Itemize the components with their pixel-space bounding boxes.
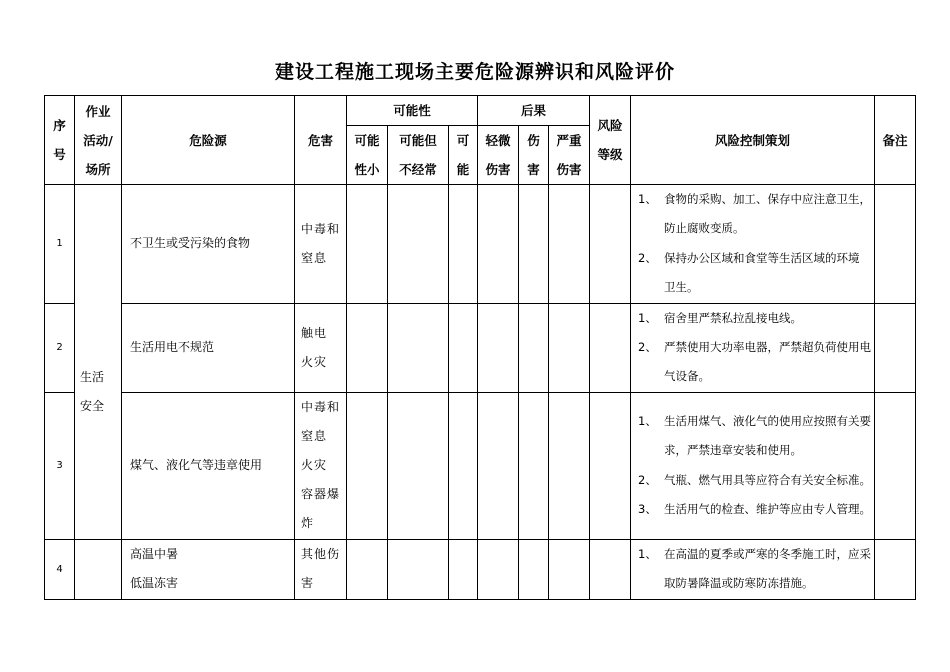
risk-level-cell [590, 185, 631, 304]
consequence-injury-cell [519, 539, 549, 599]
header-possibility: 可能性 [347, 96, 478, 126]
consequence-minor-cell [478, 539, 519, 599]
risk-level-cell [590, 539, 631, 599]
consequence-minor-cell [478, 303, 519, 392]
row-seq: 2 [45, 303, 75, 392]
consequence-severe-cell [549, 392, 590, 539]
table-row [45, 392, 916, 539]
hazard-cell: 生活用电不规范 [122, 303, 295, 392]
consequence-injury-cell [519, 303, 549, 392]
hazard-cell: 不卫生或受污染的食物 [122, 185, 295, 304]
harm-cell: 触电 火灾 [295, 303, 347, 392]
header-activity: 作业 活动/ 场所 [75, 96, 122, 185]
hazard-cell: 高温中暑 低温冻害 [122, 539, 295, 599]
risk-level-cell [590, 392, 631, 539]
header-possibility-rare: 可能但 不经常 [388, 126, 449, 185]
hazard-cell: 煤气、液化气等违章使用 [122, 392, 295, 539]
control-cell: 1、 宿舍里严禁私拉乱接电线。 2、 严禁使用大功率电器，严禁超负荷使用电 气设备。 [631, 303, 875, 392]
consequence-injury-cell [519, 185, 549, 304]
row-seq: 3 [45, 392, 75, 539]
harm-cell: 中毒和 窒息 火灾 容器爆 炸 [295, 392, 347, 539]
consequence-injury-cell [519, 392, 549, 539]
control-cell: 1、 生活用煤气、液化气的使用应按照有关要 求，严禁违章安装和使用。 2、 气瓶、燃气用具等应符合有关安全标准。 3、 生活用气的检查、维护等应由专人管理。 [631, 392, 875, 539]
harm-cell: 其他伤 害 [295, 539, 347, 599]
remarks-cell [875, 539, 916, 599]
possibility-likely-cell [449, 185, 478, 304]
remarks-cell [875, 303, 916, 392]
risk-assessment-table [44, 95, 916, 600]
control-cell: 1、 食物的采购、加工、保存中应注意卫生， 防止腐败变质。 2、 保持办公区域和食堂等生活区域的环境 卫生。 [631, 185, 875, 304]
consequence-minor-cell [478, 185, 519, 304]
consequence-severe-cell [549, 303, 590, 392]
risk-level-cell [590, 303, 631, 392]
possibility-rare-cell [388, 392, 449, 539]
header-consequence-minor: 轻微 伤害 [478, 126, 519, 185]
header-consequence-injury: 伤 害 [519, 126, 549, 185]
table-row [45, 185, 916, 304]
header-control: 风险控制策划 [631, 96, 875, 185]
consequence-severe-cell [549, 539, 590, 599]
row-seq: 1 [45, 185, 75, 304]
consequence-minor-cell [478, 392, 519, 539]
table-row [45, 539, 916, 599]
possibility-likely-cell [449, 539, 478, 599]
possibility-low-cell [347, 303, 388, 392]
header-remarks: 备注 [875, 96, 916, 185]
header-consequence: 后果 [478, 96, 590, 126]
control-cell: 1、 在高温的夏季或严寒的冬季施工时，应采 取防暑降温或防寒防冻措施。 [631, 539, 875, 599]
remarks-cell [875, 392, 916, 539]
header-possibility-low: 可能 性小 [347, 126, 388, 185]
header-seq: 序 号 [45, 96, 75, 185]
harm-cell: 中毒和 窒息 [295, 185, 347, 304]
possibility-likely-cell [449, 303, 478, 392]
activity-line: 生活 [80, 369, 105, 384]
consequence-severe-cell [549, 185, 590, 304]
header-hazard: 危险源 [122, 96, 295, 185]
activity-line: 安全 [80, 398, 105, 413]
possibility-low-cell [347, 185, 388, 304]
possibility-rare-cell [388, 185, 449, 304]
possibility-rare-cell [388, 539, 449, 599]
header-possibility-likely: 可 能 [449, 126, 478, 185]
header-consequence-severe: 严重 伤害 [549, 126, 590, 185]
document-title: 建设工程施工现场主要危险源辨识和风险评价 [274, 61, 675, 83]
activity-cell-empty [75, 539, 122, 599]
header-harm: 危害 [295, 96, 347, 185]
remarks-cell [875, 185, 916, 304]
possibility-low-cell [347, 392, 388, 539]
possibility-rare-cell [388, 303, 449, 392]
possibility-low-cell [347, 539, 388, 599]
possibility-likely-cell [449, 392, 478, 539]
header-risk-level: 风险 等级 [590, 96, 631, 185]
table-row [45, 303, 916, 392]
row-seq: 4 [45, 539, 75, 599]
activity-cell [75, 185, 122, 540]
